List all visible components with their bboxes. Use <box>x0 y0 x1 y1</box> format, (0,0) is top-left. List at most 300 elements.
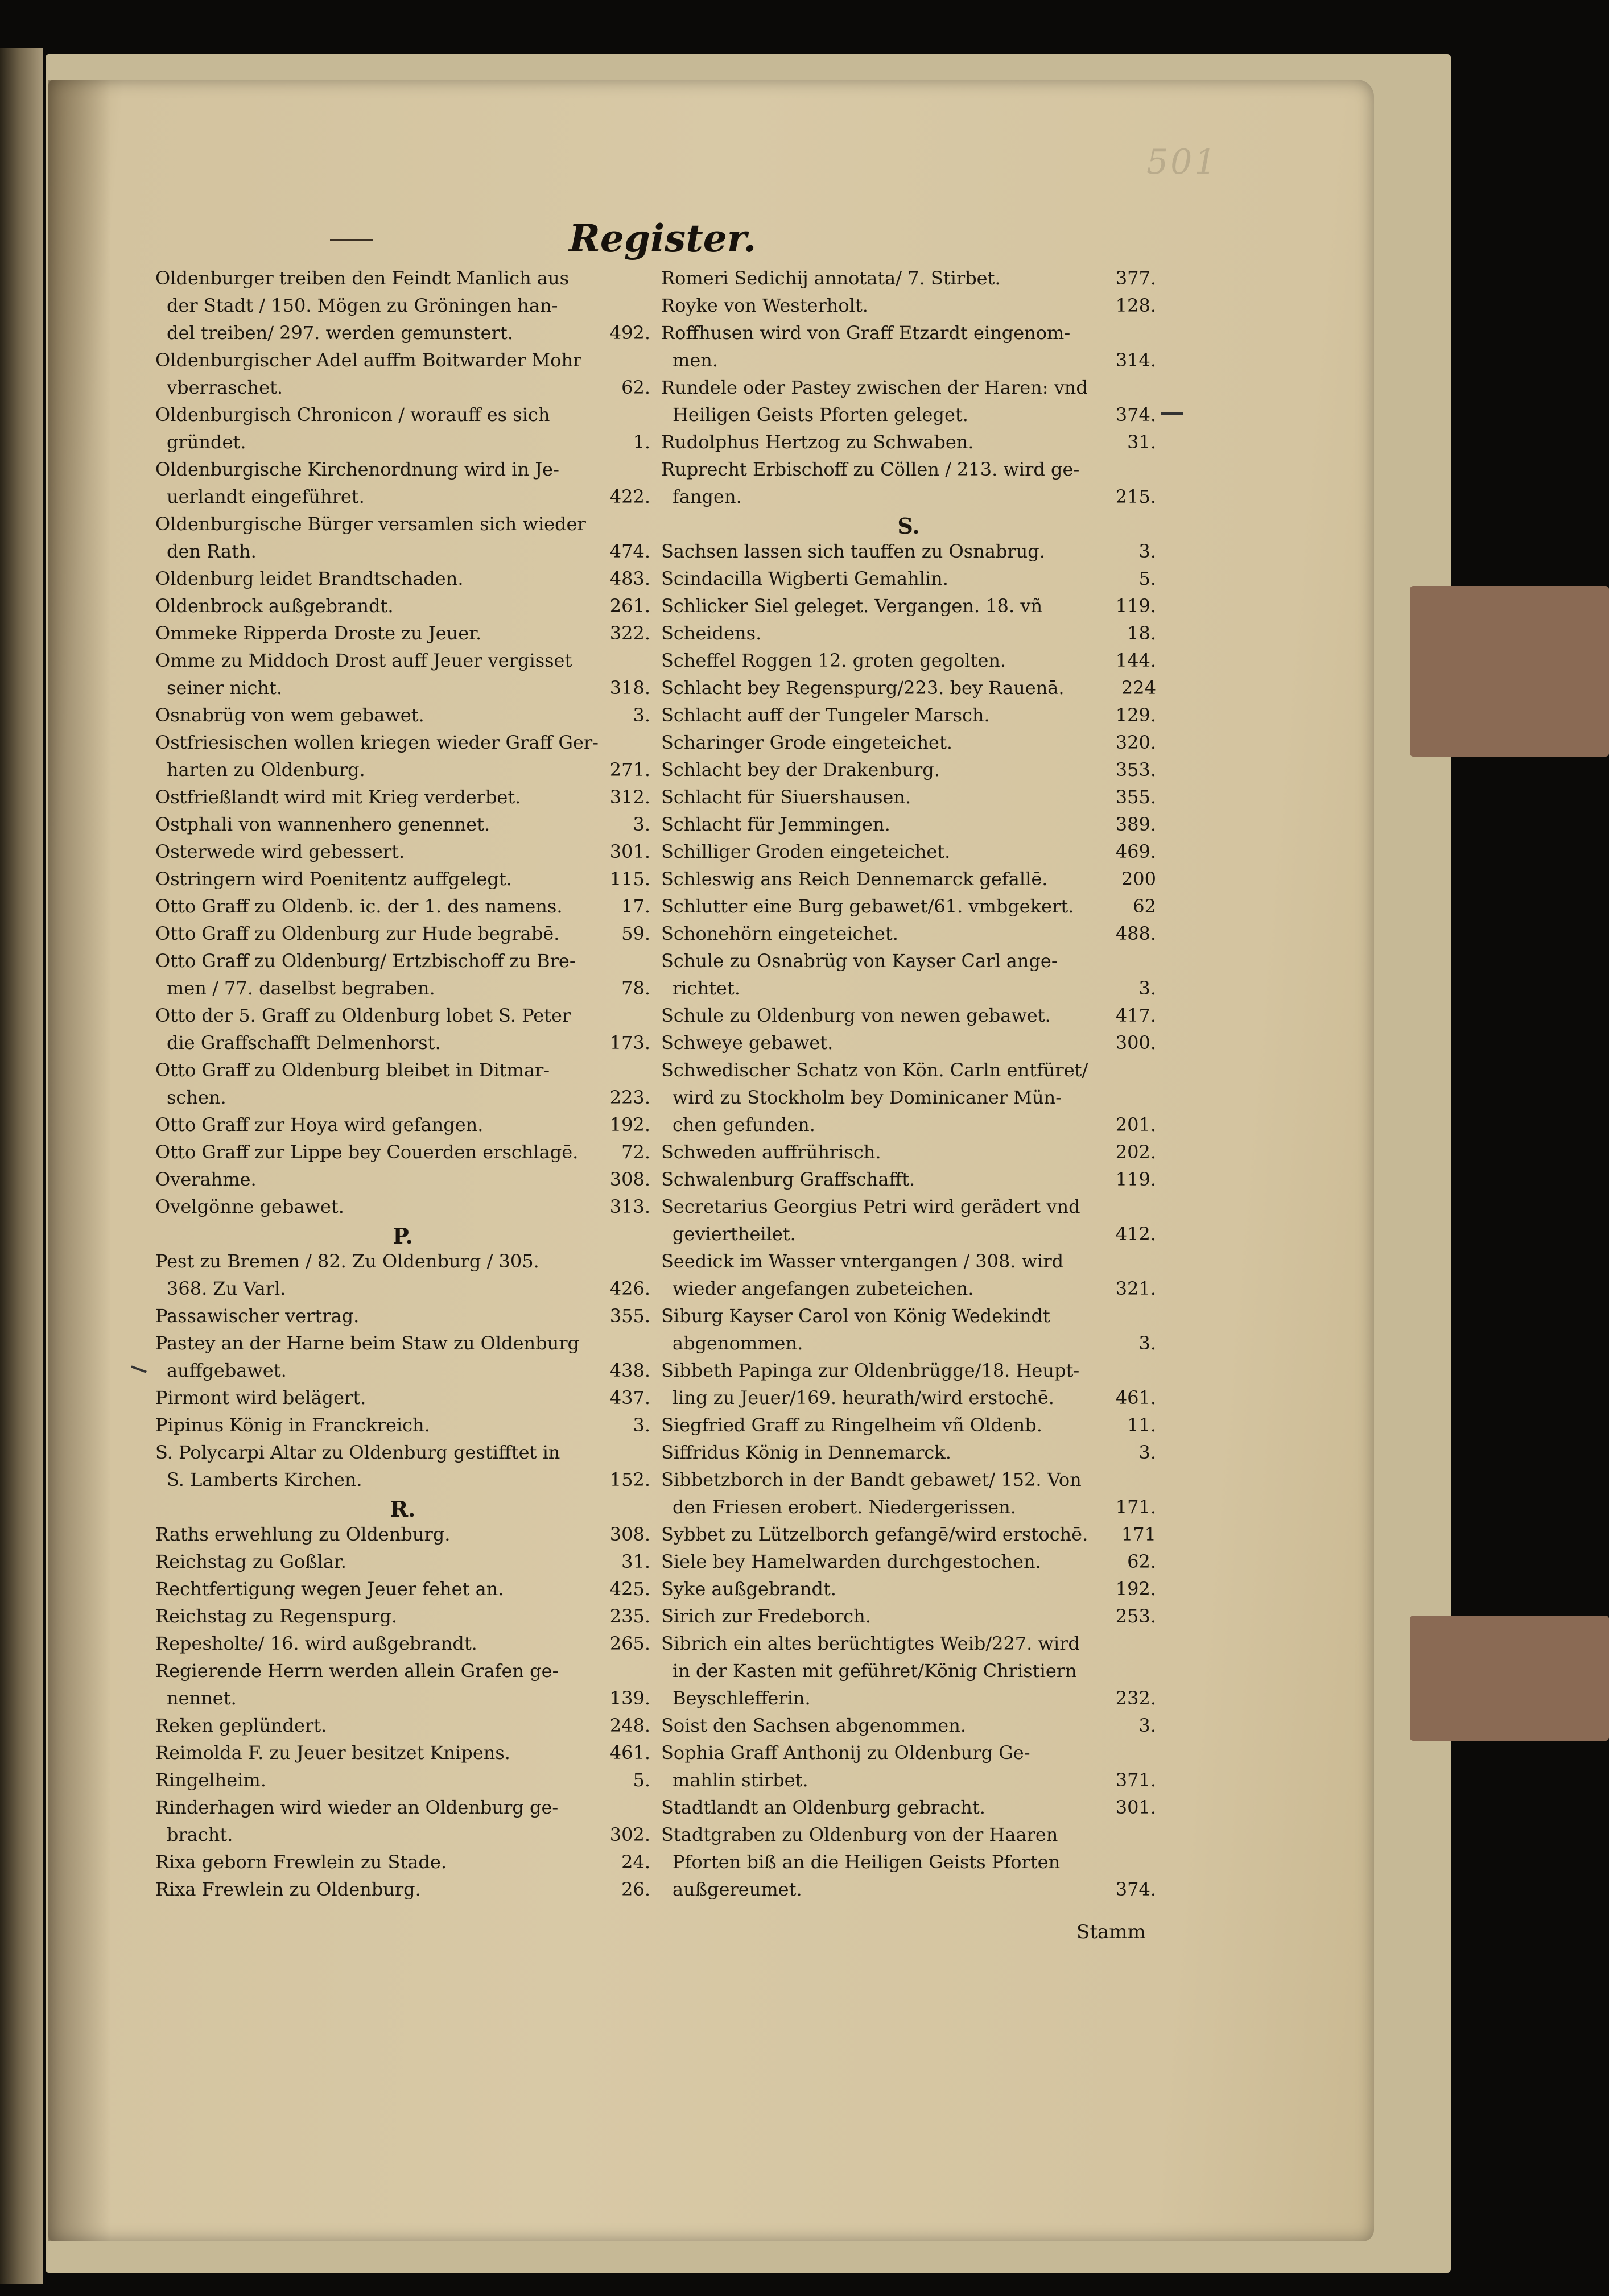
index-entry <box>661 1141 1156 1168</box>
entry-text: Sachsen lassen sich tauffen zu Osnabrug. <box>661 540 1045 562</box>
index-entry <box>661 1797 1156 1824</box>
page-reference: 322. <box>609 622 650 644</box>
index-entry <box>661 1551 1156 1578</box>
page-reference: 355. <box>1115 786 1156 808</box>
entry-text: uerlandt eingeführet. <box>167 486 365 507</box>
page-reference: 461. <box>609 1742 650 1764</box>
index-entry <box>661 431 1156 459</box>
page-reference: 437. <box>609 1387 650 1409</box>
index-entry <box>661 895 1156 923</box>
index-entry <box>155 813 650 841</box>
entry-text: Schlicker Siel geleget. Vergangen. 18. vñ <box>661 595 1043 617</box>
entry-text: Secretarius Georgius Petri wird gerädert vnd <box>661 1196 1080 1217</box>
page-reference: 438. <box>609 1360 650 1381</box>
index-entry-continuation <box>661 1660 1156 1687</box>
page-reference: 321. <box>1115 1278 1156 1299</box>
index-entry <box>661 322 1156 349</box>
page-reference: 474. <box>609 540 650 562</box>
page-reference: 115. <box>609 868 650 890</box>
index-entry <box>155 1523 650 1551</box>
index-entry-continuation <box>155 1032 650 1059</box>
entry-text: geviertheilet. <box>673 1223 796 1245</box>
entry-text: Ostringern wird Poenitentz auffgelegt. <box>155 868 512 890</box>
page-reference: 425. <box>609 1578 650 1600</box>
entry-text: Schlacht bey Regenspurg/223. bey Rauenā. <box>661 677 1065 699</box>
margin-dash <box>1161 412 1183 415</box>
page-reference: 171 <box>1121 1523 1156 1545</box>
index-entry <box>155 1715 650 1742</box>
index-entry <box>155 786 650 813</box>
entry-text: Oldenburgisch Chronicon / worauff es sich <box>155 404 550 426</box>
page-reference: 11. <box>1127 1414 1156 1436</box>
entry-text: Schweden auffrührisch. <box>661 1141 881 1163</box>
index-entry <box>661 1168 1156 1196</box>
page-reference: 3. <box>633 704 650 726</box>
section-letter: R. <box>390 1496 416 1522</box>
page-reference: 31. <box>1127 431 1156 453</box>
index-entry <box>155 1797 650 1824</box>
index-entry <box>661 732 1156 759</box>
entry-text: Oldenbrock außgebrandt. <box>155 595 394 617</box>
index-entry <box>155 1387 650 1414</box>
page-reference: 265. <box>609 1633 650 1654</box>
index-entry <box>155 923 650 950</box>
entry-text: men. <box>673 349 719 371</box>
index-entry <box>661 459 1156 486</box>
index-entry <box>661 950 1156 977</box>
page-reference: 24. <box>621 1851 650 1873</box>
entry-text: Scheffel Roggen 12. groten gegolten. <box>661 650 1006 671</box>
page-reference: 3. <box>1138 977 1156 999</box>
page-reference: 26. <box>621 1878 650 1900</box>
page-reference: 62. <box>621 377 650 398</box>
entry-text: Otto Graff zu Oldenburg bleibet in Ditmar- <box>155 1059 550 1081</box>
page-reference: 374. <box>1115 1878 1156 1900</box>
index-entry-continuation <box>155 1469 650 1496</box>
entry-text: Schweye gebawet. <box>661 1032 834 1054</box>
index-entry <box>661 1360 1156 1387</box>
page-reference: 78. <box>621 977 650 999</box>
entry-text: Schule zu Osnabrüg von Kayser Carl ange- <box>661 950 1058 972</box>
entry-text: auffgebawet. <box>167 1360 287 1381</box>
index-entry <box>155 513 650 540</box>
page-reference: 488. <box>1115 923 1156 944</box>
entry-text: Schwedischer Schatz von Kön. Carln entfüret/ <box>661 1059 1088 1081</box>
page-reference: 374. <box>1115 404 1156 426</box>
entry-text: Schonehörn eingeteichet. <box>661 923 898 944</box>
index-entry <box>155 1851 650 1878</box>
entry-text: Ostfriesischen wollen kriegen wieder Graff Ger- <box>155 732 599 753</box>
entry-text: nennet. <box>167 1687 237 1709</box>
adjacent-page-edge <box>0 48 43 2284</box>
entry-text: Schlacht für Siuershausen. <box>661 786 911 808</box>
index-entry-continuation <box>661 1223 1156 1250</box>
index-entry <box>155 267 650 295</box>
index-entry <box>155 568 650 595</box>
entry-text: Otto Graff zur Hoya wird gefangen. <box>155 1114 484 1135</box>
index-entry <box>155 1141 650 1168</box>
index-entry <box>155 950 650 977</box>
index-entry-continuation <box>155 1687 650 1715</box>
page-reference: 224 <box>1121 677 1156 699</box>
page-reference: 129. <box>1115 704 1156 726</box>
index-entry <box>155 841 650 868</box>
index-entry <box>155 732 650 759</box>
page-reference: 3. <box>1138 540 1156 562</box>
index-entry-continuation <box>155 677 650 704</box>
index-entry-continuation <box>661 1687 1156 1715</box>
entry-text: Rixa Frewlein zu Oldenburg. <box>155 1878 421 1900</box>
entry-text: men / 77. daselbst begraben. <box>167 977 435 999</box>
entry-text: Sibrich ein altes berüchtigtes Weib/227. wird <box>661 1633 1080 1654</box>
entry-text: Schule zu Oldenburg von newen gebawet. <box>661 1005 1051 1026</box>
entry-text: Oldenburger treiben den Feindt Manlich aus <box>155 267 569 289</box>
page-reference: 422. <box>609 486 650 507</box>
page-reference: 3. <box>633 1414 650 1436</box>
page-reference: 3. <box>1138 1332 1156 1354</box>
index-entry <box>661 1196 1156 1223</box>
page-reference: 300. <box>1115 1032 1156 1054</box>
index-entry-continuation <box>155 377 650 404</box>
entry-text: Raths erwehlung zu Oldenburg. <box>155 1523 451 1545</box>
page-reference: 3. <box>1138 1442 1156 1463</box>
index-entry <box>661 295 1156 322</box>
entry-text: Sophia Graff Anthonij zu Oldenburg Ge- <box>661 1742 1030 1764</box>
entry-text: Reichstag zu Regenspurg. <box>155 1605 397 1627</box>
entry-text: Heiligen Geists Pforten geleget. <box>673 404 968 426</box>
entry-text: den Rath. <box>167 540 257 562</box>
entry-text: Repesholte/ 16. wird außgebrandt. <box>155 1633 477 1654</box>
index-entry <box>155 1196 650 1223</box>
index-entry <box>661 1305 1156 1332</box>
index-entry <box>155 1168 650 1196</box>
entry-text: abgenommen. <box>673 1332 803 1354</box>
index-entry <box>661 841 1156 868</box>
index-entry <box>155 1633 650 1660</box>
page-reference: 271. <box>609 759 650 781</box>
index-entry-continuation <box>661 1496 1156 1523</box>
entry-text: Otto Graff zu Oldenburg/ Ertzbischoff zu Bre- <box>155 950 576 972</box>
index-entry <box>661 1469 1156 1496</box>
entry-text: Scindacilla Wigberti Gemahlin. <box>661 568 948 589</box>
entry-text: Oldenburg leidet Brandtschaden. <box>155 568 464 589</box>
spine-shadow <box>48 80 111 2241</box>
entry-text: Otto Graff zu Oldenb. ic. der 1. des namens. <box>155 895 563 917</box>
index-entry <box>155 622 650 650</box>
entry-text: seiner nicht. <box>167 677 283 699</box>
entry-text: Ruprecht Erbischoff zu Cöllen / 213. wird ge- <box>661 459 1080 480</box>
index-entry <box>155 1114 650 1141</box>
page-reference: 253. <box>1115 1605 1156 1627</box>
index-entry <box>661 923 1156 950</box>
entry-text: Schlacht auff der Tungeler Marsch. <box>661 704 990 726</box>
entry-text: Schlacht für Jemmingen. <box>661 813 890 835</box>
page-reference: 201. <box>1115 1114 1156 1135</box>
index-entry-continuation <box>661 486 1156 513</box>
page-reference: 302. <box>609 1824 650 1845</box>
page-reference: 3. <box>633 813 650 835</box>
entry-text: Sibbeth Papinga zur Oldenbrügge/18. Heupt- <box>661 1360 1080 1381</box>
index-entry <box>661 568 1156 595</box>
index-entry <box>155 1414 650 1442</box>
index-entry-continuation <box>155 540 650 568</box>
entry-text: Sybbet zu Lützelborch gefangē/wird erstochē. <box>661 1523 1088 1545</box>
page-reference: 389. <box>1115 813 1156 835</box>
page-reference: 62. <box>1127 1551 1156 1572</box>
entry-text: Ovelgönne gebawet. <box>155 1196 344 1217</box>
index-entry <box>661 1059 1156 1087</box>
page-reference: 417. <box>1115 1005 1156 1026</box>
entry-text: Pipinus König in Franckreich. <box>155 1414 430 1436</box>
entry-text: Otto Graff zur Lippe bey Couerden erschlagē. <box>155 1141 579 1163</box>
index-entry <box>155 1442 650 1469</box>
index-entry <box>661 759 1156 786</box>
index-column-right <box>661 267 1156 1906</box>
entry-text: S. Polycarpi Altar zu Oldenburg gestifftet in <box>155 1442 560 1463</box>
entry-text: Otto Graff zu Oldenburg zur Hude begrabē. <box>155 923 560 944</box>
entry-text: schen. <box>167 1087 226 1108</box>
entry-text: den Friesen erobert. Niedergerissen. <box>673 1496 1016 1518</box>
index-entry <box>155 1578 650 1605</box>
page-reference: 223. <box>609 1087 650 1108</box>
index-entry <box>155 349 650 377</box>
entry-text: Omme zu Middoch Drost auff Jeuer vergisset <box>155 650 572 671</box>
page-reference: 128. <box>1115 295 1156 316</box>
index-entry <box>661 622 1156 650</box>
page-reference: 5. <box>1138 568 1156 589</box>
page-reference: 426. <box>609 1278 650 1299</box>
entry-text: Oldenburgische Bürger versamlen sich wieder <box>155 513 586 535</box>
page-reference: 18. <box>1127 622 1156 644</box>
entry-text: außgereumet. <box>673 1878 802 1900</box>
index-entry-continuation <box>661 1278 1156 1305</box>
entry-text: Pastey an der Harne beim Staw zu Oldenburg <box>155 1332 579 1354</box>
index-entry <box>661 377 1156 404</box>
entry-text: fangen. <box>673 486 742 507</box>
ribbon-lower <box>1410 1616 1609 1741</box>
index-entry <box>155 1059 650 1087</box>
entry-text: Schlutter eine Burg gebawet/61. vmbgekert. <box>661 895 1074 917</box>
entry-text: Schwalenburg Graffschafft. <box>661 1168 915 1190</box>
entry-text: Oldenburgischer Adel auffm Boitwarder Mohr <box>155 349 582 371</box>
pencil-folio-note: 501 <box>1146 142 1219 182</box>
index-entry <box>661 1633 1156 1660</box>
page-reference: 139. <box>609 1687 650 1709</box>
page-reference: 144. <box>1115 650 1156 671</box>
entry-text: Schleswig ans Reich Dennemarck gefallē. <box>661 868 1048 890</box>
entry-text: Ostfrießlandt wird mit Krieg verderbet. <box>155 786 521 808</box>
page-reference: 301. <box>609 841 650 862</box>
index-entry <box>155 1250 650 1278</box>
page-reference: 412. <box>1115 1223 1156 1245</box>
header-rule <box>330 239 373 241</box>
page-reference: 308. <box>609 1523 650 1545</box>
entry-text: Sirich zur Fredeborch. <box>661 1605 871 1627</box>
entry-text: bracht. <box>167 1824 233 1845</box>
page-reference: 119. <box>1115 595 1156 617</box>
entry-text: Siegfried Graff zu Ringelheim vñ Oldenb. <box>661 1414 1042 1436</box>
entry-text: Sibbetzborch in der Bandt gebawet/ 152. Von <box>661 1469 1082 1490</box>
page-reference: 318. <box>609 677 650 699</box>
entry-text: Overahme. <box>155 1168 257 1190</box>
entry-text: Reimolda F. zu Jeuer besitzet Knipens. <box>155 1742 510 1764</box>
index-entry-continuation <box>155 295 650 322</box>
page-reference: 200 <box>1121 868 1156 890</box>
entry-text: Oldenburgische Kirchenordnung wird in Je- <box>155 459 559 480</box>
section-letter: S. <box>897 513 920 539</box>
page-reference: 483. <box>609 568 650 589</box>
page-reference: 301. <box>1115 1797 1156 1818</box>
ribbon-upper <box>1410 586 1609 757</box>
entry-text: mahlin stirbet. <box>673 1769 808 1791</box>
entry-text: Romeri Sedichij annotata/ 7. Stirbet. <box>661 267 1001 289</box>
entry-text: Schlacht bey der Drakenburg. <box>661 759 940 781</box>
page-reference: 353. <box>1115 759 1156 781</box>
entry-text: Scharinger Grode eingeteichet. <box>661 732 953 753</box>
index-entry <box>661 868 1156 895</box>
index-entry <box>661 677 1156 704</box>
index-entry <box>155 1769 650 1797</box>
entry-text: Pirmont wird belägert. <box>155 1387 366 1409</box>
entry-text: Reichstag zu Goßlar. <box>155 1551 346 1572</box>
index-entry <box>155 1305 650 1332</box>
index-column-left <box>155 267 650 1906</box>
entry-text: Osterwede wird gebessert. <box>155 841 405 862</box>
page-reference: 5. <box>633 1769 650 1791</box>
entry-text: Rinderhagen wird wieder an Oldenburg ge- <box>155 1797 559 1818</box>
index-entry <box>155 1005 650 1032</box>
index-entry-continuation <box>155 322 650 349</box>
page-reference: 62 <box>1133 895 1156 917</box>
entry-text: Soist den Sachsen abgenommen. <box>661 1715 967 1736</box>
index-entry <box>661 813 1156 841</box>
entry-text: Siburg Kayser Carol von König Wedekindt <box>661 1305 1050 1327</box>
index-entry-continuation <box>661 349 1156 377</box>
page-reference: 215. <box>1115 486 1156 507</box>
index-entry <box>661 1715 1156 1742</box>
entry-text: Regierende Herrn werden allein Grafen ge- <box>155 1660 559 1682</box>
entry-text: Siffridus König in Dennemarck. <box>661 1442 951 1463</box>
page-reference: 261. <box>609 595 650 617</box>
entry-text: Beyschlefferin. <box>673 1687 811 1709</box>
entry-text: Stadtlandt an Oldenburg gebracht. <box>661 1797 985 1818</box>
index-entry <box>661 1032 1156 1059</box>
index-entry-continuation <box>155 1087 650 1114</box>
entry-text: Schilliger Groden eingeteichet. <box>661 841 951 862</box>
index-entry <box>155 404 650 431</box>
index-entry <box>661 1742 1156 1769</box>
page-reference: 192. <box>1115 1578 1156 1600</box>
page-reference: 308. <box>609 1168 650 1190</box>
index-entry <box>661 267 1156 295</box>
index-entry-continuation <box>661 1851 1156 1878</box>
entry-text: wird zu Stockholm bey Dominicaner Mün- <box>673 1087 1062 1108</box>
entry-text: vberraschet. <box>167 377 283 398</box>
index-entry <box>661 786 1156 813</box>
entry-text: ling zu Jeuer/169. heurath/wird erstochē. <box>673 1387 1054 1409</box>
page-reference: 355. <box>609 1305 650 1327</box>
page-reference: 59. <box>621 923 650 944</box>
index-entry-continuation <box>661 1387 1156 1414</box>
index-entry-continuation <box>661 1332 1156 1360</box>
index-entry <box>155 868 650 895</box>
entry-text: Osnabrüg von wem gebawet. <box>155 704 424 726</box>
entry-text: 368. Zu Varl. <box>167 1278 286 1299</box>
index-entry <box>155 704 650 732</box>
entry-text: Ommeke Ripperda Droste zu Jeuer. <box>155 622 482 644</box>
page-reference: 492. <box>609 322 650 344</box>
page-reference: 17. <box>621 895 650 917</box>
index-entry-continuation <box>155 1824 650 1851</box>
page-reference: 461. <box>1115 1387 1156 1409</box>
entry-text: die Graffschafft Delmenhorst. <box>167 1032 441 1054</box>
index-entry <box>661 1414 1156 1442</box>
page-reference: 232. <box>1115 1687 1156 1709</box>
entry-text: richtet. <box>673 977 740 999</box>
index-entry-continuation <box>155 431 650 459</box>
page-reference: 192. <box>609 1114 650 1135</box>
entry-text: Reken geplündert. <box>155 1715 327 1736</box>
page-reference: 3. <box>1138 1715 1156 1736</box>
entry-text: del treiben/ 297. werden gemunstert. <box>167 322 513 344</box>
entry-text: gründet. <box>167 431 246 453</box>
entry-text: Otto der 5. Graff zu Oldenburg lobet S. Peter <box>155 1005 571 1026</box>
page-reference: 202. <box>1115 1141 1156 1163</box>
page-heading: Register. <box>569 216 757 261</box>
catchword: Stamm <box>1076 1921 1146 1943</box>
index-entry-continuation <box>155 486 650 513</box>
page-reference: 152. <box>609 1469 650 1490</box>
index-entry <box>155 1878 650 1906</box>
entry-text: Rechtfertigung wegen Jeuer fehet an. <box>155 1578 504 1600</box>
index-entry <box>661 1442 1156 1469</box>
index-entry-continuation <box>661 1769 1156 1797</box>
index-entry-continuation <box>661 977 1156 1005</box>
index-entry <box>155 595 650 622</box>
index-entry-continuation <box>661 1878 1156 1906</box>
index-entry <box>661 1578 1156 1605</box>
entry-text: Roffhusen wird von Graff Etzardt eingenom- <box>661 322 1071 344</box>
page-reference: 31. <box>621 1551 650 1572</box>
index-entry <box>661 1523 1156 1551</box>
index-entry <box>155 459 650 486</box>
index-entry <box>661 650 1156 677</box>
index-entry <box>661 1605 1156 1633</box>
index-entry-continuation <box>661 404 1156 431</box>
page-reference: 171. <box>1115 1496 1156 1518</box>
entry-text: in der Kasten mit geführet/König Christiern <box>673 1660 1077 1682</box>
entry-text: wieder angefangen zubeteichen. <box>673 1278 974 1299</box>
entry-text: chen gefunden. <box>673 1114 815 1135</box>
index-entry <box>155 1605 650 1633</box>
index-entry <box>155 1332 650 1360</box>
entry-text: Pest zu Bremen / 82. Zu Oldenburg / 305. <box>155 1250 539 1272</box>
page-reference: 313. <box>609 1196 650 1217</box>
entry-text: Syke außgebrandt. <box>661 1578 836 1600</box>
entry-text: S. Lamberts Kirchen. <box>167 1469 362 1490</box>
index-entry-continuation <box>155 759 650 786</box>
index-entry <box>661 1250 1156 1278</box>
index-entry-continuation <box>661 1087 1156 1114</box>
entry-text: Ostphali von wannenhero genennet. <box>155 813 490 835</box>
page-reference: 469. <box>1115 841 1156 862</box>
entry-text: der Stadt / 150. Mögen zu Gröningen han- <box>167 295 558 316</box>
entry-text: Rudolphus Hertzog zu Schwaben. <box>661 431 974 453</box>
page-reference: 72. <box>621 1141 650 1163</box>
entry-text: Siele bey Hamelwarden durchgestochen. <box>661 1551 1041 1572</box>
index-entry-continuation <box>155 977 650 1005</box>
page-reference: 248. <box>609 1715 650 1736</box>
